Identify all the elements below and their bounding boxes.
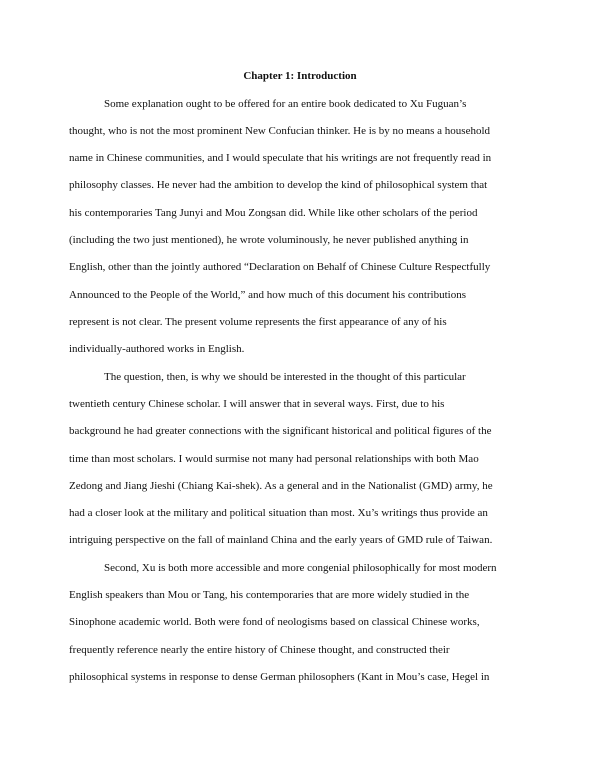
text-line: background he had greater connections with the significant historical and political figures of the: [69, 425, 492, 437]
text-line: Some explanation ought to be offered for an entire book dedicated to Xu Fuguan’s: [104, 98, 467, 110]
text-line: The question, then, is why we should be interested in the thought of this particular: [104, 371, 466, 383]
text-line: thought, who is not the most prominent New Confucian thinker. He is by no means a household: [69, 125, 491, 137]
text-line: name in Chinese communities, and I would speculate that his writings are not frequently read in: [69, 152, 492, 164]
text-line: English speakers than Mou or Tang, his contemporaries that are more widely studied in the: [69, 589, 470, 601]
text-line: individually-authored works in English.: [69, 343, 245, 355]
text-line: Second, Xu is both more accessible and more congenial philosophically for most modern: [104, 562, 497, 574]
text-line: (including the two just mentioned), he wrote voluminously, he never published anything in: [69, 234, 469, 246]
text-line: Sinophone academic world. Both were fond of neologisms based on classical Chinese works,: [69, 616, 480, 628]
text-line: Announced to the People of the World,” and how much of this document his contributions: [69, 289, 466, 301]
text-line: his contemporaries Tang Junyi and Mou Zongsan did. While like other scholars of the period: [69, 207, 478, 219]
text-line: time than most scholars. I would surmise not many had personal relationships with both Mao: [69, 453, 479, 465]
text-line: had a closer look at the military and political situation than most. Xu’s writings thus provide an: [69, 507, 488, 519]
text-line: Zedong and Jiang Jieshi (Chiang Kai-shek). As a general and in the Nationalist (GMD) army, he: [69, 480, 493, 492]
text-line: twentieth century Chinese scholar. I will answer that in several ways. First, due to his: [69, 398, 445, 410]
text-line: represent is not clear. The present volume represents the first appearance of any of his: [69, 316, 447, 328]
text-line: intriguing perspective on the fall of mainland China and the early years of GMD rule of Taiwan.: [69, 534, 493, 546]
text-line: frequently reference nearly the entire history of Chinese thought, and constructed their: [69, 644, 450, 656]
text-line: English, other than the jointly authored “Declaration on Behalf of Chinese Culture Respectfully: [69, 261, 491, 273]
chapter-title: Chapter 1: Introduction: [243, 70, 357, 82]
text-line: philosophy classes. He never had the ambition to develop the kind of philosophical system that: [69, 179, 488, 191]
text-line: philosophical systems in response to dense German philosophers (Kant in Mou’s case, Hegel in: [69, 671, 490, 683]
